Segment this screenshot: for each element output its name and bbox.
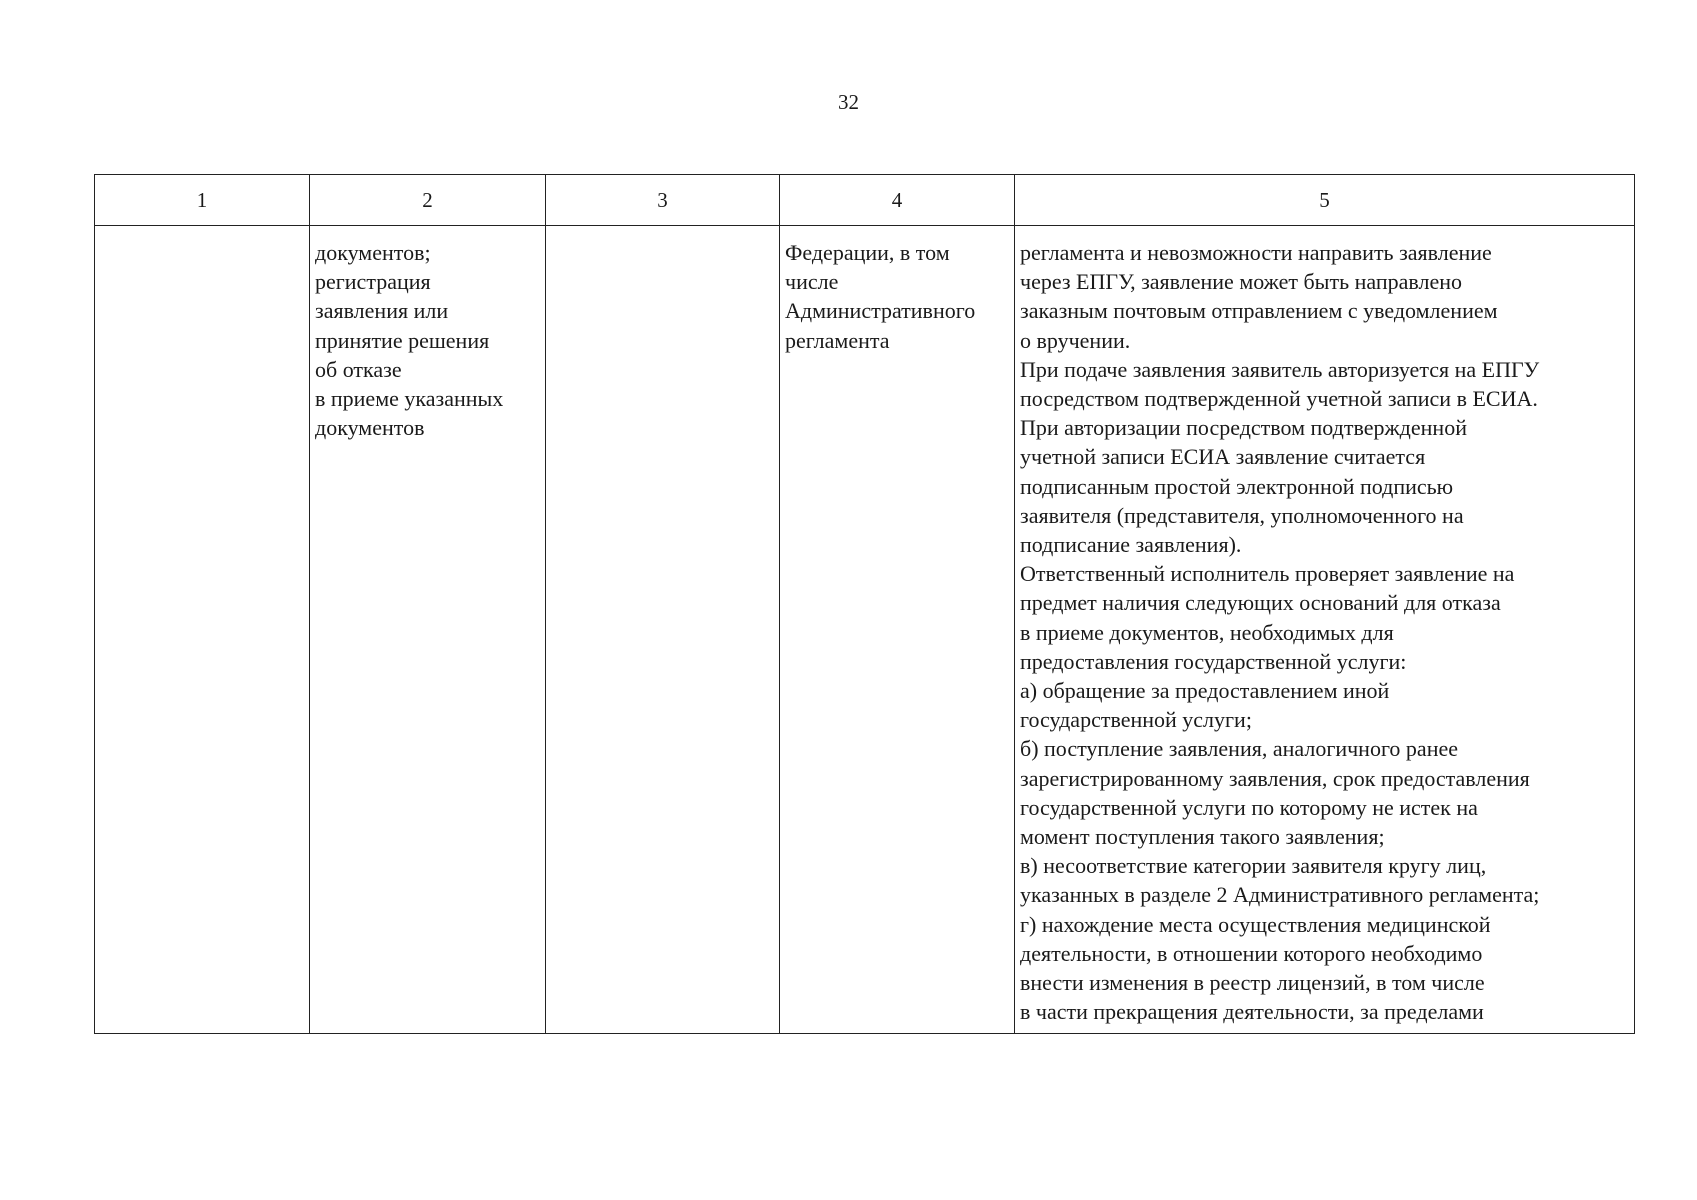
column-header-5: 5 — [1015, 175, 1635, 226]
text-line: деятельности, в отношении которого необходимо — [1020, 940, 1483, 966]
column-header-1: 1 — [95, 175, 310, 226]
text-line: При авторизации посредством подтвержденной — [1020, 415, 1467, 441]
cell-col-3-text — [546, 226, 779, 238]
text-line: через ЕПГУ, заявление может быть направлено — [1020, 269, 1462, 295]
text-line: При подаче заявления заявитель авторизуется на ЕПГУ — [1020, 356, 1540, 382]
text-line: регламента — [785, 327, 890, 353]
cell-col-4 — [780, 226, 1015, 1034]
page-number: 32 — [838, 90, 859, 114]
table-header-row — [95, 175, 1635, 226]
text-line: числе — [785, 269, 839, 295]
text-line: в приеме документов, необходимых для — [1020, 619, 1394, 645]
text-line: момент поступления такого заявления; — [1020, 824, 1385, 850]
cell-col-5-text — [1015, 226, 1634, 1026]
cell-col-5 — [1015, 226, 1635, 1034]
cell-col-2-text — [310, 226, 545, 442]
text-line: в приеме указанных — [315, 386, 504, 412]
column-header-2: 2 — [310, 175, 546, 226]
text-line: о вручении. — [1020, 327, 1131, 353]
text-line: зарегистрированному заявления, срок предоставления — [1020, 765, 1530, 791]
text-line: регистрация — [315, 269, 431, 295]
cell-col-2 — [310, 226, 546, 1034]
cell-col-3 — [546, 226, 780, 1034]
text-line: учетной записи ЕСИА заявление считается — [1020, 444, 1426, 470]
text-line: в) несоответствие категории заявителя кругу лиц, — [1020, 853, 1487, 879]
text-line: заявления или — [315, 298, 449, 324]
text-line: предмет наличия следующих оснований для отказа — [1020, 590, 1501, 616]
text-line: предоставления государственной услуги: — [1020, 648, 1407, 674]
text-line: документов; — [315, 240, 431, 265]
column-header-3: 3 — [546, 175, 780, 226]
text-line: заявителя (представителя, уполномоченного на — [1020, 502, 1464, 528]
text-line: посредством подтвержденной учетной записи в ЕСИА. — [1020, 386, 1538, 412]
document-table — [94, 174, 1635, 1034]
text-line: в части прекращения деятельности, за пределами — [1020, 999, 1484, 1025]
text-line: государственной услуги; — [1020, 707, 1252, 733]
text-line: подписание заявления). — [1020, 532, 1242, 558]
text-line: регламента и невозможности направить заявление — [1020, 240, 1492, 265]
text-line: б) поступление заявления, аналогичного ранее — [1020, 736, 1458, 762]
text-line: внести изменения в реестр лицензий, в том числе — [1020, 970, 1485, 996]
cell-col-4-text — [780, 226, 1014, 355]
text-line: а) обращение за предоставлением иной — [1020, 678, 1390, 704]
text-line: об отказе — [315, 356, 402, 382]
text-line: государственной услуги по которому не истек на — [1020, 794, 1478, 820]
text-line: указанных в разделе 2 Административного регламента; — [1020, 882, 1540, 908]
text-line: подписанным простой электронной подписью — [1020, 473, 1454, 499]
cell-col-1-text — [95, 226, 309, 238]
text-line: г) нахождение места осуществления медицинской — [1020, 911, 1491, 937]
table-row — [95, 226, 1635, 1034]
column-header-4: 4 — [780, 175, 1015, 226]
text-line: Административного — [785, 298, 976, 324]
cell-col-1 — [95, 226, 310, 1034]
text-line: Ответственный исполнитель проверяет заявление на — [1020, 561, 1515, 587]
text-line: Федерации, в том — [785, 240, 950, 265]
text-line: заказным почтовым отправлением с уведомлением — [1020, 298, 1498, 324]
text-line: принятие решения — [315, 327, 490, 353]
text-line: документов — [315, 415, 425, 441]
